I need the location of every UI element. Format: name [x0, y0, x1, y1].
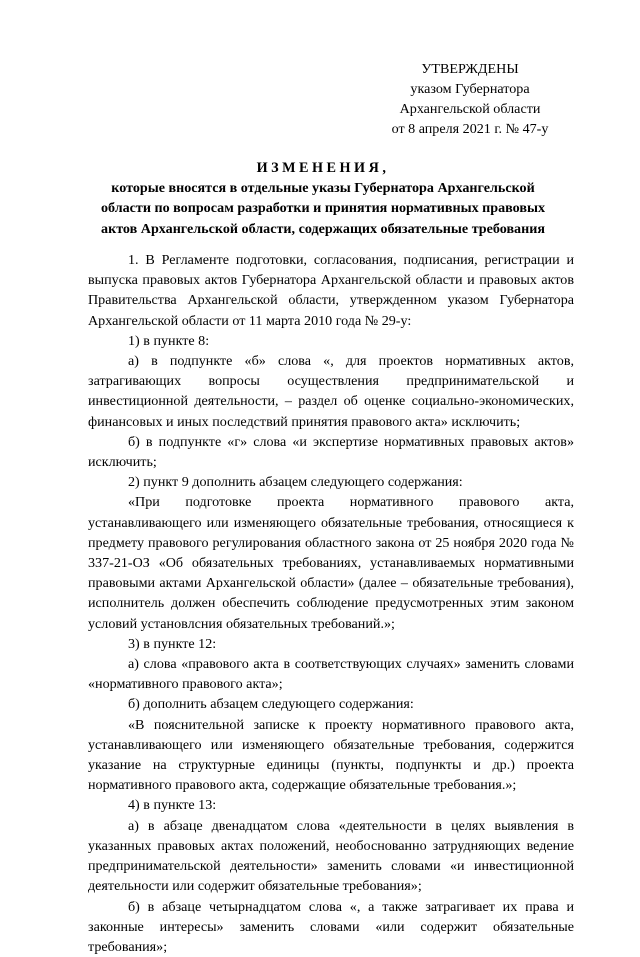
approval-line: указом Губернатора	[370, 79, 570, 99]
paragraph: 4) в пункте 13:	[88, 795, 574, 815]
approval-line: Архангельской области	[370, 99, 570, 119]
paragraph: б) дополнить абзацем следующего содержания:	[88, 694, 574, 714]
document-title	[98, 158, 548, 239]
paragraph: 1) в пункте 8:	[88, 331, 574, 351]
quoted-paragraph: «В пояснительной записке к проекту нормативного правового акта, устанавливающего или изменяющего обязательные требования, содержится указание на структурные единицы (пункты, подпункты и др.) проекта нормативного правового акта, содержащие обязательные требования.»;	[88, 715, 574, 796]
document-body	[88, 250, 574, 957]
paragraph: а) слова «правового акта в соответствующих случаях» заменить словами «нормативного правового акта»;	[88, 654, 574, 694]
quoted-paragraph: «При подготовке проекта нормативного правового акта, устанавливающего или изменяющего обязательные требования, относящиеся к предмету правового регулирования областного закона от 25 ноября 2020 года № 337-21-ОЗ «Об обязательных требованиях, устанавливаемых нормативными правовыми актами Архангельской области» (далее – обязательные требования), исполнитель должен обеспечить соблюдение предусмотренных этим законом условий установлсния обязательных требований.»;	[88, 492, 574, 633]
paragraph: б) в подпункте «г» слова «и экспертизе нормативных правовых актов» исключить;	[88, 432, 574, 472]
approval-date: от 8 апреля 2021 г. № 47-у	[370, 119, 570, 139]
title-subtitle: которые вносятся в отдельные указы Губернатора Архангельской области по вопросам разработки и принятия нормативных правовых актов Архангельской области, содержащих обязательные требования	[98, 178, 548, 239]
paragraph: 1. В Регламенте подготовки, согласования, подписания, регистрации и выпуска правовых актов Губернатора Архангельской области и правовых актов Правительства Архангельской области, утвержденном указом Губернатора Архангельской области от 11 марта 2010 года № 29-у:	[88, 250, 574, 331]
approval-heading: УТВЕРЖДЕНЫ	[370, 59, 570, 79]
paragraph: 3) в пункте 12:	[88, 634, 574, 654]
paragraph: б) в абзаце четырнадцатом слова «, а также затрагивает их права и законные интересы» заменить словами «или содержит обязательные требования»;	[88, 897, 574, 957]
paragraph: а) в абзаце двенадцатом слова «деятельности в целях выявления в указанных правовых актах положений, необоснованно затрудняющих ведение предпринимательской деятельности» заменить словами «и инвестиционной деятельности или содержит обязательные требования»;	[88, 816, 574, 897]
paragraph: а) в подпункте «б» слова «, для проектов нормативных актов, затрагивающих вопросы осуществления предпринимательской и инвестиционной деятельности, – раздел об оценке социально-экономических, финансовых и иных последствий принятия правового акта» исключить;	[88, 351, 574, 432]
title-main: ИЗМЕНЕНИЯ,	[98, 158, 548, 178]
paragraph: 2) пункт 9 дополнить абзацем следующего содержания:	[88, 472, 574, 492]
